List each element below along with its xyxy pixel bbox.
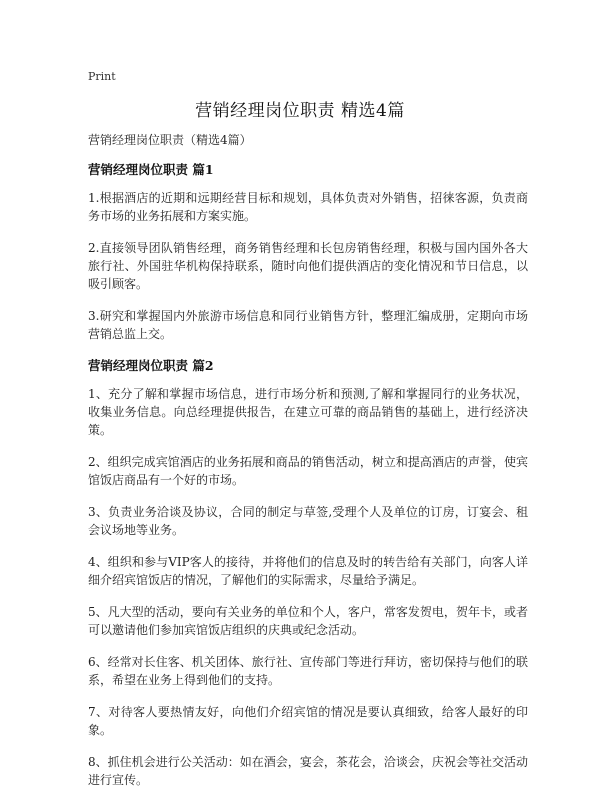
section-2 [88,357,528,789]
paragraph: 7、对待客人要热情友好，向他们介绍宾馆的情况是要认真细致，给客人最好的印象。 [88,705,528,737]
paragraph: 4、组织和参与VIP客人的接待，并将他们的信息及时的转告给有关部门，向客人详细介绍宾馆饭店的情况，了解他们的实际需求，尽量给予满足。 [88,555,528,587]
paragraph: 1.根据酒店的近期和远期经营目标和规划，具体负责对外销售，招徕客源，负责商务市场的业务拓展和方案实施。 [88,191,528,223]
paragraph: 8、抓住机会进行公关活动：如在酒会，宴会，茶花会，洽谈会，庆祝会等社交活动进行宣传。 [88,755,528,787]
paragraph: 5、凡大型的活动，要向有关业务的单位和个人，客户，常客发贺电，贺年卡，或者可以邀请他们参加宾馆饭店组织的庆典或纪念活动。 [88,605,528,637]
paragraph: 2、组织完成宾馆酒店的业务拓展和商品的销售活动，树立和提高酒店的声誉，使宾馆饭店商品有一个好的市场。 [88,455,528,487]
document-body [88,131,528,803]
section-1 [88,161,528,343]
section-title: 营销经理岗位职责 篇1 [88,162,214,177]
paragraph: 3.研究和掌握国内外旅游市场信息和同行业销售方针，整理汇编成册，定期向市场营销总监上交。 [88,309,528,341]
paragraph: 1、充分了解和掌握市场信息，进行市场分析和预测,了解和掌握同行的业务状况，收集业务信息。向总经理提供报告，在建立可靠的商品销售的基础上，进行经济决策。 [88,387,528,437]
paragraph: 6、经常对长住客、机关团体、旅行社、宣传部门等进行拜访，密切保持与他们的联系，希望在业务上得到他们的支持。 [88,655,528,687]
print-link[interactable]: Print [88,70,116,83]
paragraph: 3、负责业务洽谈及协议，合同的制定与草签,受理个人及单位的订房，订宴会、租会议场地等业务。 [88,505,528,537]
intro-text: 营销经理岗位职责（精选4篇） [88,133,252,147]
page-title: 营销经理岗位职责 精选4篇 [195,101,405,121]
section-title: 营销经理岗位职责 篇2 [88,358,214,373]
paragraph: 2.直接领导团队销售经理，商务销售经理和长包房销售经理，积极与国内国外各大旅行社、外国驻华机构保持联系，随时向他们提供酒店的变化情况和节日信息，以吸引顾客。 [88,241,528,291]
